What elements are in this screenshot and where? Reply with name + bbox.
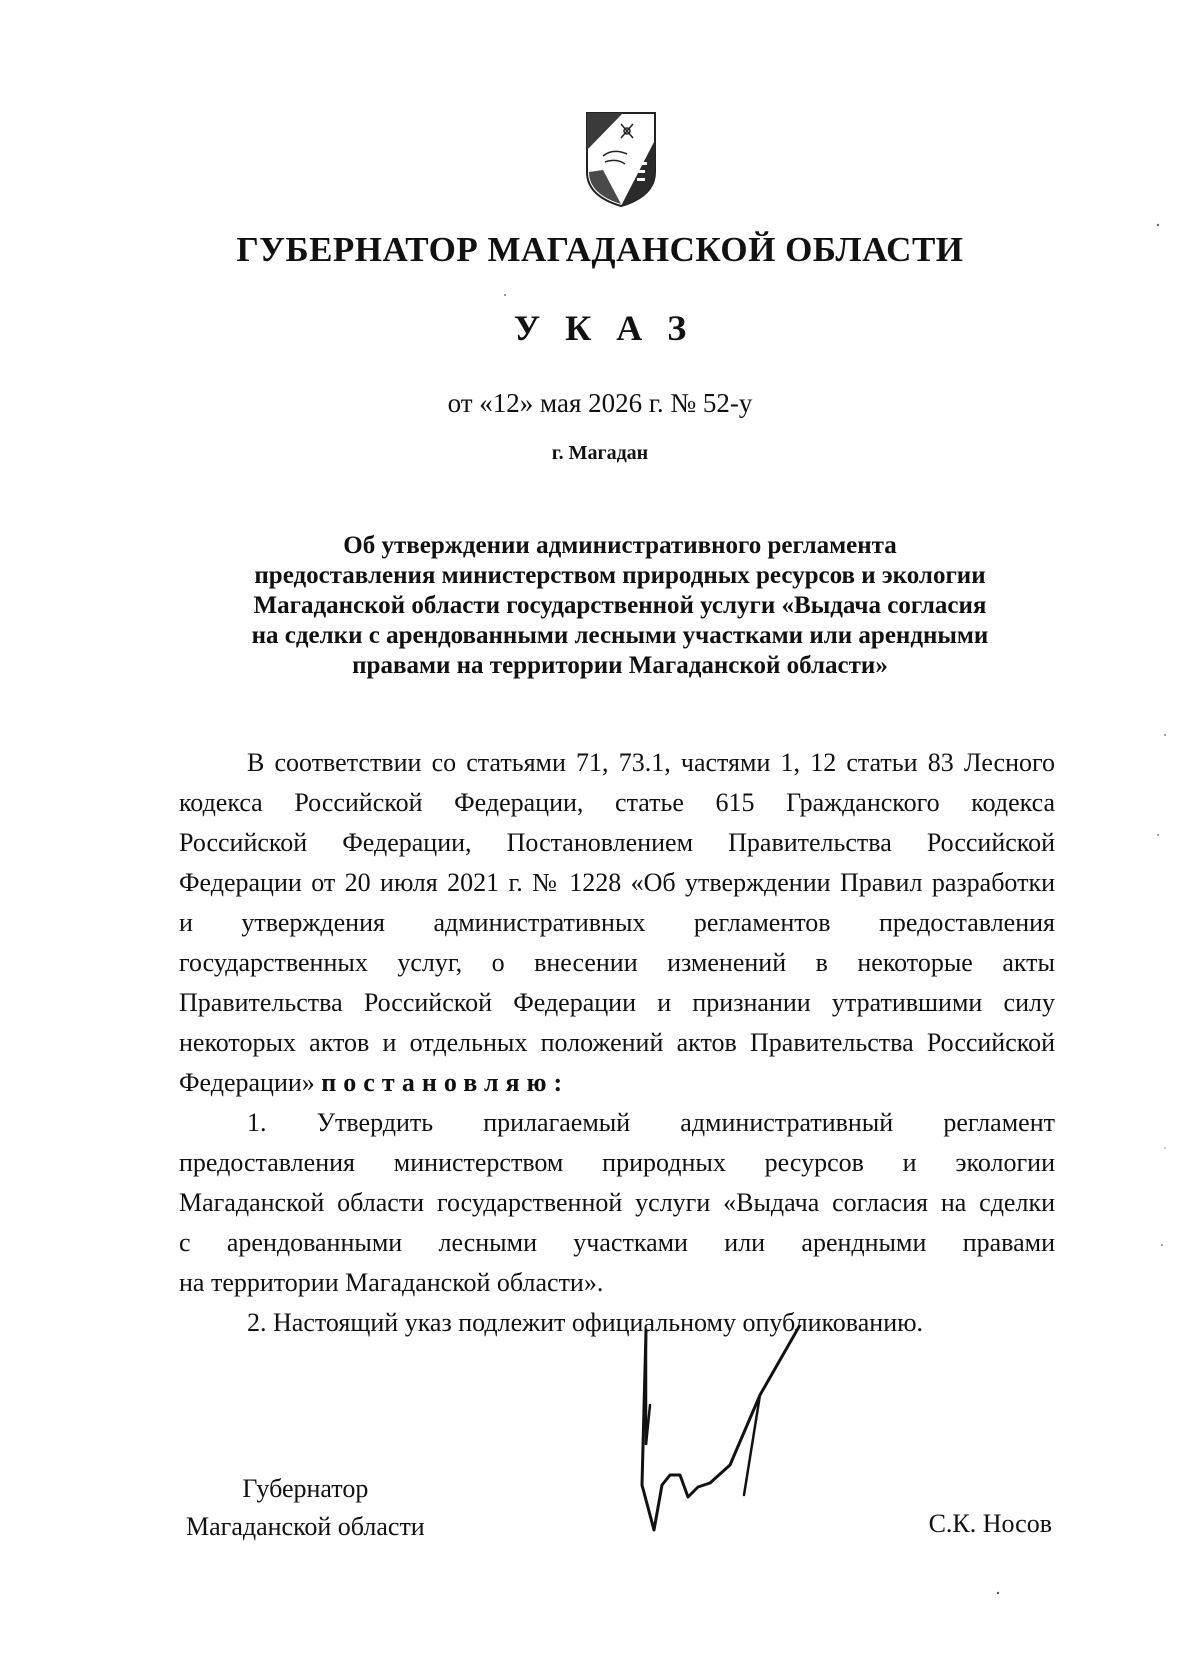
- body-line: государственных услуг, о внесении изменений в некоторые акты: [179, 948, 1055, 977]
- title-line: Магаданской области государственной услуги «Выдача согласия: [253, 592, 987, 619]
- title-line: предоставления министерством природных ресурсов и экологии: [254, 562, 986, 589]
- body-line-last: на территории Магаданской области».: [179, 1268, 604, 1297]
- body-line: Правительства Российской Федерации и признании утратившими силу: [179, 988, 1055, 1017]
- decree-date-number: от «12» мая 2026 г. № 52-у: [447, 388, 753, 418]
- body-line: 1. Утвердить прилагаемый административный регламент: [247, 1108, 1055, 1137]
- position-title: Губернатор: [242, 1474, 369, 1503]
- title-line: правами на территории Магаданской области»: [352, 652, 888, 679]
- body-line: Федерации от 20 июля 2021 г. № 1228 «Об утверждении Правил разработки: [179, 868, 1055, 897]
- body-line: некоторых актов и отдельных положений актов Правительства Российской: [179, 1028, 1055, 1057]
- document-type-heading: У К А З: [513, 308, 695, 348]
- body-line: Российской Федерации, Постановлением Правительства Российской: [179, 828, 1055, 857]
- item-2-paragraph: [179, 1303, 1055, 1343]
- body-line: Магаданской области государственной услуги «Выдача согласия на сделки: [179, 1188, 1055, 1217]
- title-line: на сделки с арендованными лесными участками или арендными: [251, 622, 989, 649]
- signatory-name: С.К. Носов: [928, 1509, 1052, 1538]
- decree-title: [180, 531, 1060, 681]
- item-1-paragraph: [179, 1103, 1055, 1303]
- body-line: кодекса Российской Федерации, статье 615 Гражданского кодекса: [179, 788, 1055, 817]
- issuing-authority-heading: ГУБЕРНАТОР МАГАДАНСКОЙ ОБЛАСТИ: [236, 230, 964, 269]
- resolve-word: постановляю:: [321, 1068, 570, 1097]
- signatory-position: [186, 1470, 425, 1546]
- body-line: с арендованными лесными участками или арендными правами: [179, 1228, 1055, 1257]
- title-line: Об утверждении административного регламента: [343, 532, 897, 559]
- decree-body: [179, 743, 1055, 1343]
- issue-city: г. Магадан: [551, 442, 649, 464]
- preamble-paragraph: [179, 743, 1055, 1103]
- body-line: и утверждения административных регламентов предоставления: [179, 908, 1055, 937]
- handwritten-signature: [640, 1325, 840, 1555]
- body-line: 2. Настоящий указ подлежит официальному опубликованию.: [247, 1308, 924, 1337]
- magadan-coat-of-arms-icon: [583, 110, 659, 208]
- body-line: В соответствии со статьями 71, 73.1, частями 1, 12 статьи 83 Лесного: [247, 748, 1055, 777]
- position-region: Магаданской области: [186, 1512, 425, 1541]
- preamble-ending: Федерации»: [179, 1068, 315, 1097]
- body-line: предоставления министерством природных ресурсов и экологии: [179, 1148, 1055, 1177]
- body-line-last: [179, 1063, 1055, 1103]
